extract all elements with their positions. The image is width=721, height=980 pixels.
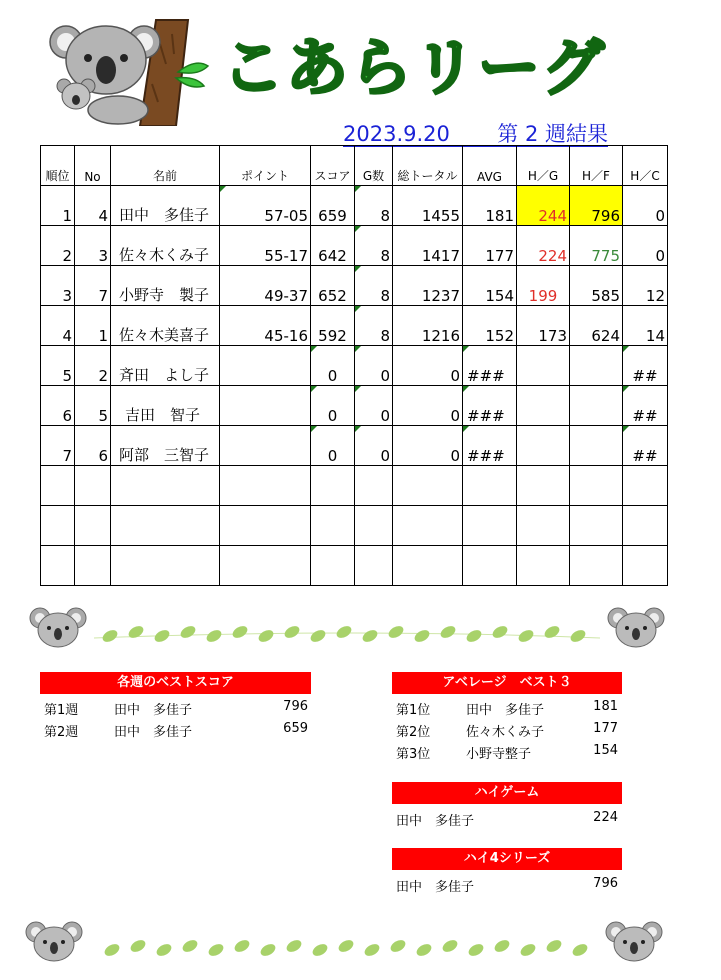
list-item xyxy=(396,810,618,828)
hc-cell: 12 xyxy=(623,266,668,306)
hf-cell: 624 xyxy=(570,306,623,346)
leaf-icon xyxy=(101,624,588,645)
total-cell: 0 xyxy=(393,386,463,426)
col-header: 名前 xyxy=(111,146,220,186)
hf-cell xyxy=(570,346,623,386)
points-cell: 55-17 xyxy=(220,226,311,266)
games-cell: 8 xyxy=(355,266,393,306)
list-item xyxy=(396,699,618,717)
name-cell: 小野寺 製子 xyxy=(111,266,220,306)
col-header: No xyxy=(75,146,111,186)
hc-cell: 0 xyxy=(623,186,668,226)
place-label: 第2位 xyxy=(396,725,431,740)
hc-cell: ## xyxy=(623,426,668,466)
player-name: 小野寺整子 xyxy=(466,747,532,762)
hf-cell xyxy=(570,426,623,466)
col-header: ポイント xyxy=(220,146,311,186)
games-cell: 0 xyxy=(355,386,393,426)
no-cell: 3 xyxy=(75,226,111,266)
table-row-empty xyxy=(41,506,668,546)
result-heading xyxy=(343,122,608,147)
rank-cell: 6 xyxy=(41,386,75,426)
hg-cell xyxy=(517,386,570,426)
week-label: 第1週 xyxy=(44,703,79,718)
points-cell xyxy=(220,386,311,426)
table-row xyxy=(41,386,668,426)
score-cell: 0 xyxy=(311,346,355,386)
avg-cell: ### xyxy=(463,386,517,426)
points-cell: 57-05 xyxy=(220,186,311,226)
hg-cell xyxy=(517,426,570,466)
total-cell: 1455 xyxy=(393,186,463,226)
table-row xyxy=(41,306,668,346)
score-value: 659 xyxy=(283,721,308,736)
points-cell xyxy=(220,346,311,386)
koala-leaf-divider-bottom xyxy=(22,912,682,974)
koala-face-icon xyxy=(608,608,664,647)
name-cell: 佐々木くみ子 xyxy=(111,226,220,266)
high-series-value: 796 xyxy=(593,876,618,891)
score-cell: 652 xyxy=(311,266,355,306)
rank-cell: 7 xyxy=(41,426,75,466)
player-name: 田中 多佳子 xyxy=(114,725,193,740)
score-cell: 659 xyxy=(311,186,355,226)
score-cell: 0 xyxy=(311,386,355,426)
games-cell: 8 xyxy=(355,306,393,346)
high-game-title: ハイゲーム xyxy=(392,782,622,804)
score-cell: 0 xyxy=(311,426,355,466)
avg-value: 181 xyxy=(593,699,618,714)
no-cell: 6 xyxy=(75,426,111,466)
hf-cell: 775 xyxy=(570,226,623,266)
name-cell: 阿部 三智子 xyxy=(111,426,220,466)
table-row-empty xyxy=(41,466,668,506)
col-header: AVG xyxy=(463,146,517,186)
table-row-empty xyxy=(41,546,668,586)
player-name: 田中 多佳子 xyxy=(466,703,545,718)
col-header: G数 xyxy=(355,146,393,186)
rank-cell: 1 xyxy=(41,186,75,226)
hf-cell: 796 xyxy=(570,186,623,226)
total-cell: 1417 xyxy=(393,226,463,266)
place-label: 第3位 xyxy=(396,747,431,762)
avg-cell: ### xyxy=(463,426,517,466)
koala-leaf-divider-top xyxy=(28,598,678,660)
games-cell: 0 xyxy=(355,346,393,386)
list-item xyxy=(396,743,618,761)
points-cell xyxy=(220,426,311,466)
hc-cell: 14 xyxy=(623,306,668,346)
hg-cell: 173 xyxy=(517,306,570,346)
games-cell: 0 xyxy=(355,426,393,466)
total-cell: 1237 xyxy=(393,266,463,306)
avg-cell: ### xyxy=(463,346,517,386)
hg-cell: 244 xyxy=(517,186,570,226)
player-name: 田中 多佳子 xyxy=(396,880,475,895)
score-cell: 642 xyxy=(311,226,355,266)
avg-value: 177 xyxy=(593,721,618,736)
hg-cell xyxy=(517,346,570,386)
table-header-row xyxy=(41,146,668,186)
total-cell: 0 xyxy=(393,426,463,466)
games-cell: 8 xyxy=(355,226,393,266)
col-header: H／C xyxy=(623,146,668,186)
list-item xyxy=(44,699,308,717)
week-label: 第2週 xyxy=(44,725,79,740)
name-cell: 斉田 よし子 xyxy=(111,346,220,386)
hc-cell: ## xyxy=(623,346,668,386)
rank-cell: 4 xyxy=(41,306,75,346)
avg-cell: 152 xyxy=(463,306,517,346)
hf-cell: 585 xyxy=(570,266,623,306)
results-table xyxy=(40,145,668,586)
player-name: 佐々木くみ子 xyxy=(466,725,545,740)
score-value: 796 xyxy=(283,699,308,714)
koala-face-icon xyxy=(606,922,662,961)
table-row xyxy=(41,186,668,226)
high-game-value: 224 xyxy=(593,810,618,825)
name-cell: 吉田 智子 xyxy=(111,386,220,426)
rank-cell: 3 xyxy=(41,266,75,306)
games-cell: 8 xyxy=(355,186,393,226)
col-header: 順位 xyxy=(41,146,75,186)
points-cell: 49-37 xyxy=(220,266,311,306)
hf-cell xyxy=(570,386,623,426)
list-item xyxy=(44,721,308,739)
avg-cell: 181 xyxy=(463,186,517,226)
list-item xyxy=(396,721,618,739)
best-score-title: 各週のベストスコア xyxy=(40,672,311,694)
name-cell: 佐々木美喜子 xyxy=(111,306,220,346)
koala-face-icon xyxy=(30,608,86,647)
player-name: 田中 多佳子 xyxy=(114,703,193,718)
name-cell: 田中 多佳子 xyxy=(111,186,220,226)
rank-cell: 5 xyxy=(41,346,75,386)
col-header: H／F xyxy=(570,146,623,186)
league-title: こあらリーグ xyxy=(222,31,607,104)
average-best-title: アベレージ ベスト３ xyxy=(392,672,622,694)
col-header: 総トータル xyxy=(393,146,463,186)
hc-cell: 0 xyxy=(623,226,668,266)
hc-cell: ## xyxy=(623,386,668,426)
list-item xyxy=(396,876,618,894)
table-row xyxy=(41,426,668,466)
result-round: 第 2 週結果 xyxy=(497,122,608,146)
no-cell: 2 xyxy=(75,346,111,386)
hg-cell: 199 xyxy=(517,266,570,306)
high-series-title: ハイ4シリーズ xyxy=(392,848,622,870)
points-cell: 45-16 xyxy=(220,306,311,346)
total-cell: 1216 xyxy=(393,306,463,346)
no-cell: 4 xyxy=(75,186,111,226)
table-row xyxy=(41,346,668,386)
col-header: H／G xyxy=(517,146,570,186)
leaf-icon xyxy=(103,938,590,959)
score-cell: 592 xyxy=(311,306,355,346)
avg-cell: 154 xyxy=(463,266,517,306)
no-cell: 1 xyxy=(75,306,111,346)
place-label: 第1位 xyxy=(396,703,431,718)
table-row xyxy=(41,226,668,266)
player-name: 田中 多佳子 xyxy=(396,814,475,829)
no-cell: 7 xyxy=(75,266,111,306)
total-cell: 0 xyxy=(393,346,463,386)
col-header: スコア xyxy=(311,146,355,186)
result-date: 2023.9.20 xyxy=(343,122,450,146)
koala-logo-icon xyxy=(48,14,218,126)
rank-cell: 2 xyxy=(41,226,75,266)
koala-face-icon xyxy=(26,922,82,961)
avg-value: 154 xyxy=(593,743,618,758)
table-row xyxy=(41,266,668,306)
avg-cell: 177 xyxy=(463,226,517,266)
hg-cell: 224 xyxy=(517,226,570,266)
no-cell: 5 xyxy=(75,386,111,426)
